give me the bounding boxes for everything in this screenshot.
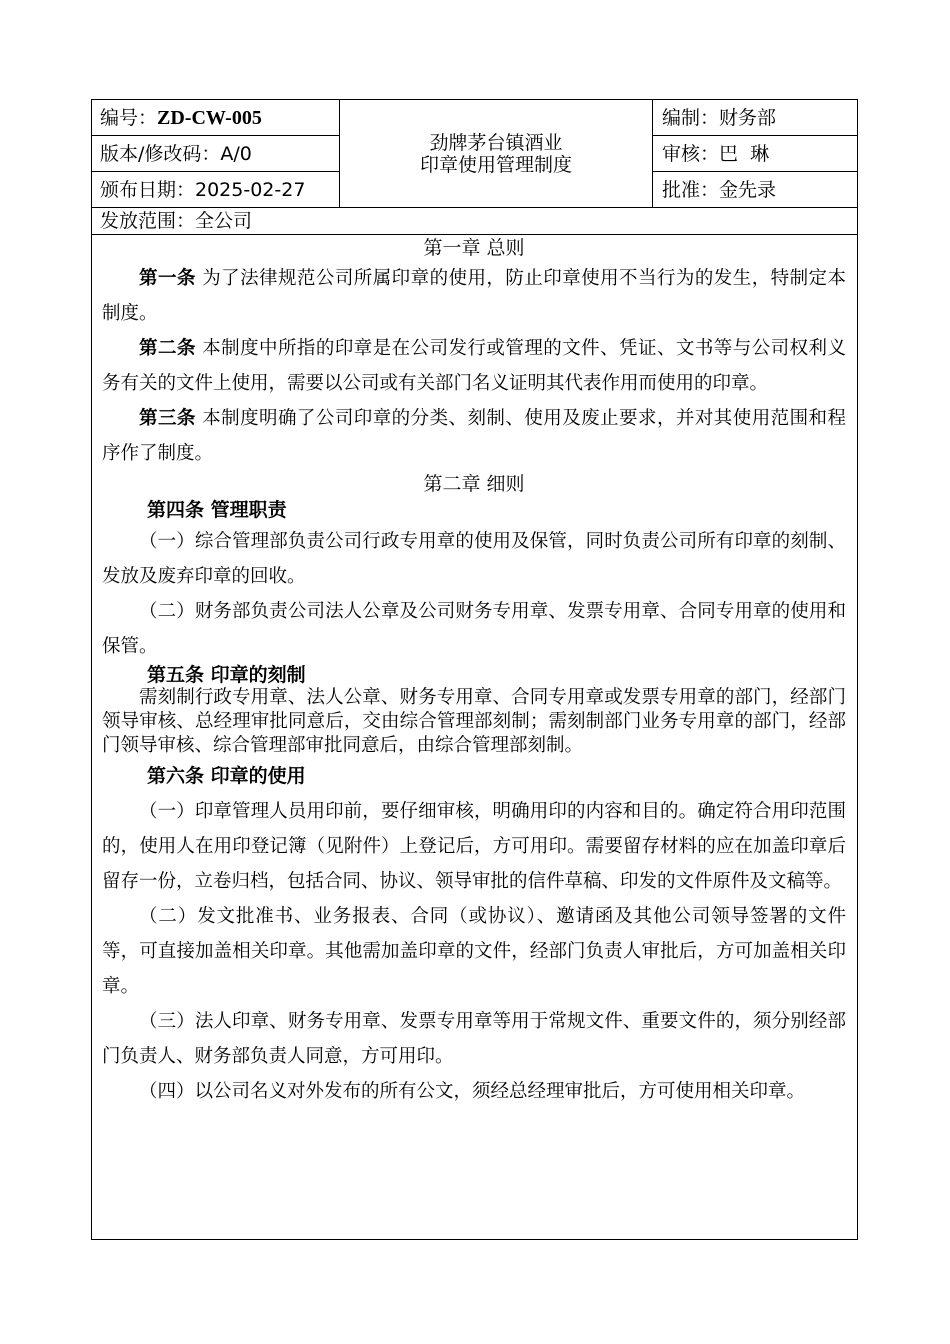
document-body (92, 235, 857, 1109)
article-2-text: 本制度中所指的印章是在公司发行或管理的文件、凭证、文书等与公司权利义务有关的文件上使用，需要以公司或有关部门名义证明其代表作用而使用的印章。 (102, 338, 846, 394)
doc-code-label: 编号： (100, 106, 158, 129)
article-1-text: 为了法律规范公司所属印章的使用，防止印章使用不当行为的发生，特制定本制度。 (102, 268, 846, 324)
article-2-heading: 第二条 (139, 338, 196, 359)
compiled-text: 编制：财务部 (662, 106, 777, 129)
doc-reviewed-by (653, 136, 857, 172)
document-sheet (91, 99, 858, 1240)
article-4-para-2: （二）财务部负责公司法人公章及公司财务专用章、发票专用章、合同专用章的使用和保管。 (102, 601, 846, 657)
document-header-table (92, 100, 857, 208)
doc-version: 版本/修改码：A/0 (92, 136, 340, 172)
doc-title-line2: 印章使用管理制度 (419, 153, 572, 176)
article-3 (102, 401, 846, 471)
article-6-title: 第六条 印章的使用 (147, 765, 306, 787)
article-1-heading: 第一条 (139, 268, 196, 289)
chapter-1-title: 第一章 总则 (423, 237, 525, 259)
article-4-para-1: （一）综合管理部负责公司行政专用章的使用及保管，同时负责公司所有印章的刻制、发放及废弃印章的回收。 (102, 531, 846, 587)
doc-approved-by (653, 172, 857, 208)
article-1 (102, 261, 846, 331)
article-3-heading: 第三条 (139, 408, 196, 429)
chapter-2-title: 第二章 细则 (423, 473, 525, 495)
doc-title (340, 100, 653, 208)
article-6-para-1: （一）印章管理人员用印前，要仔细审核，明确用印的内容和目的。确定符合用印范围的，使用人在用印登记簿（见附件）上登记后，方可用印。需要留存材料的应在加盖印章后留存一份，立卷归档，包括合同、协议、领导审批的信件草稿、印发的文件原件及文稿等。 (102, 801, 846, 892)
distribution-scope: 发放范围：全公司 (92, 208, 857, 235)
doc-code-cell (92, 100, 340, 136)
doc-compiled-by (653, 100, 857, 136)
article-2 (102, 331, 846, 401)
article-4-title: 第四条 管理职责 (147, 499, 287, 521)
article-5-title: 第五条 印章的刻制 (147, 664, 306, 686)
approved-text: 批准：金先录 (662, 178, 777, 201)
doc-code-value: ZD-CW-005 (157, 106, 262, 129)
doc-title-line1: 劲牌茅台镇酒业 (429, 131, 563, 154)
reviewed-text: 审核：巴 琳 (662, 142, 770, 165)
doc-issue-date: 颁布日期：2025-02-27 (92, 172, 340, 208)
article-3-text: 本制度明确了公司印章的分类、刻制、使用及废止要求，并对其使用范围和程序作了制度。 (102, 408, 846, 464)
article-6-para-3: （三）法人印章、财务专用章、发票专用章等用于常规文件、重要文件的，须分别经部门负责人、财务部负责人同意，方可用印。 (102, 1011, 846, 1067)
article-6-para-2: （二）发文批准书、业务报表、合同（或协议）、邀请函及其他公司领导签署的文件等，可直接加盖相关印章。其他需加盖印章的文件，经部门负责人审批后，方可加盖相关印章。 (102, 906, 846, 997)
article-5-para-1: 需刻制行政专用章、法人公章、财务专用章、合同专用章或发票专用章的部门，经部门领导审核、总经理审批同意后，交由综合管理部刻制；需刻制部门业务专用章的部门，经部门领导审核、综合管理部审批同意后，由综合管理部刻制。 (102, 687, 846, 756)
article-6-para-4: （四）以公司名义对外发布的所有公文，须经总经理审批后，方可使用相关印章。 (139, 1081, 806, 1102)
